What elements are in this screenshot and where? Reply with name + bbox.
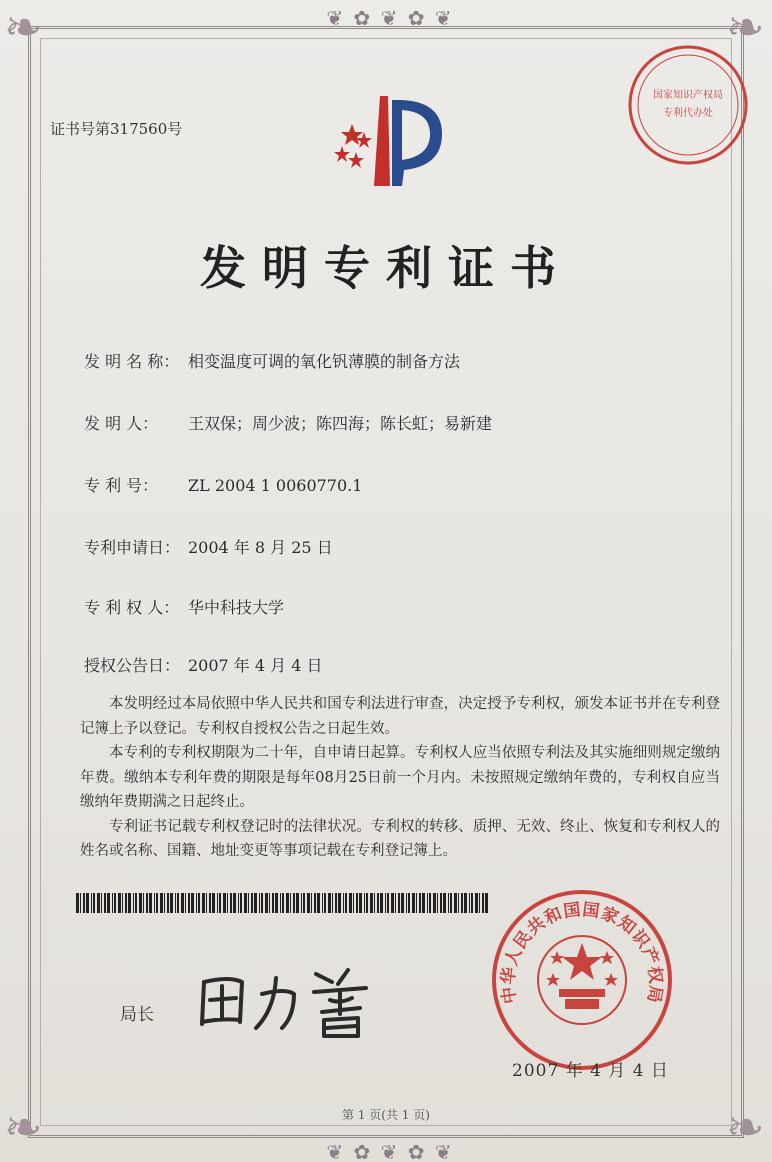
barcode-bar: [307, 893, 310, 913]
barcode-bar: [76, 893, 79, 913]
barcode-bar: [332, 893, 333, 913]
barcode-bar: [422, 893, 425, 913]
barcode-bar: [93, 893, 95, 913]
barcode-bar: [475, 893, 478, 913]
field-patentee: [84, 595, 284, 618]
field-value: 2007 年 4 月 4 日: [188, 656, 323, 675]
barcode-bar: [338, 893, 341, 913]
barcode-bar: [280, 893, 281, 913]
director-signature: [190, 952, 390, 1042]
barcode-bar: [188, 893, 190, 913]
barcode-bar: [437, 893, 438, 913]
barcode-bar: [107, 893, 110, 913]
barcode-bar: [387, 893, 389, 913]
barcode-bar: [248, 893, 249, 913]
barcode-bar: [223, 893, 226, 913]
barcode-bar: [101, 893, 102, 913]
barcode-bar: [311, 893, 312, 913]
svg-text:国家知识产权局: 国家知识产权局: [653, 90, 723, 101]
barcode-bar: [458, 893, 459, 913]
agency-seal: [625, 42, 751, 168]
field-value: 王双保；周少波；陈四海；陈长虹；易新建: [188, 414, 493, 433]
barcode-bar: [290, 893, 291, 913]
field-value: 2004 年 8 月 25 日: [188, 538, 333, 557]
barcode-bar: [398, 893, 400, 913]
svg-text:中华人民共和国国家知识产权局: 中华人民共和国国家知识产权局: [498, 899, 666, 1006]
barcode-bar: [135, 893, 137, 913]
field-invention-name: [84, 349, 460, 372]
barcode-bar: [322, 893, 323, 913]
barcode-bar: [219, 893, 221, 913]
body-paragraph: 本专利的专利权期限为二十年，自申请日起算。专利权人应当依照专利法及其实施细则规定缴纳年费。缴纳本专利年费的期限是每年08月25日前一个月内。未按照规定缴纳年费的，专利权自应当缴纳年费期满之日起终止。: [80, 745, 720, 810]
barcode-bar: [416, 893, 417, 913]
barcode-bar: [343, 893, 344, 913]
field-label: 发 明 名 称：: [84, 352, 180, 371]
field-patent-number: [84, 473, 362, 496]
barcode-bar: [412, 893, 415, 913]
barcode-bar: [272, 893, 274, 913]
barcode-bar: [269, 893, 270, 913]
barcode-bar: [364, 893, 365, 913]
barcode-bar: [122, 893, 123, 913]
barcode-bar: [366, 893, 368, 913]
barcode-bar: [433, 893, 436, 913]
barcode-bar: [114, 893, 116, 913]
barcode-bar: [233, 893, 236, 913]
barcode-bar: [209, 893, 211, 913]
barcode-bar: [217, 893, 218, 913]
barcode-bar: [370, 893, 373, 913]
corner-ornament: ❧: [4, 1100, 43, 1154]
barcode-bar: [196, 893, 197, 913]
body-paragraph: 本发明经过本局依照中华人民共和国专利法进行审查，决定授予专利权，颁发本证书并在专利登记簿上予以登记。专利权自授权公告之日起生效。: [80, 696, 720, 737]
barcode-bar: [314, 893, 316, 913]
barcode-bar: [202, 893, 205, 913]
barcode-bar: [240, 893, 242, 913]
barcode-bar: [167, 893, 169, 913]
barcode-bar: [139, 893, 142, 913]
barcode-bar: [419, 893, 421, 913]
barcode-bar: [440, 893, 442, 913]
barcode-bar: [429, 893, 431, 913]
barcode-bar: [154, 893, 155, 913]
barcode-bar: [160, 893, 163, 913]
barcode-bar: [391, 893, 394, 913]
barcode-bar: [286, 893, 289, 913]
field-value: 相变温度可调的氧化钒薄膜的制备方法: [188, 352, 461, 371]
svg-text:专利代办处: 专利代办处: [663, 108, 713, 119]
barcode-bar: [254, 893, 257, 913]
field-label: 专 利 权 人：: [84, 598, 180, 617]
certificate-number: 证书号第317560号: [50, 120, 183, 138]
barcode-bar: [406, 893, 407, 913]
barcode-bar: [185, 893, 186, 913]
sipo-official-seal: [487, 885, 677, 1075]
barcode-bar: [443, 893, 446, 913]
barcode-bar: [385, 893, 386, 913]
barcode-bar: [303, 893, 305, 913]
bottom-ornament: ❦ ✿ ❦ ✿ ❦: [326, 1140, 454, 1162]
barcode-bar: [427, 893, 428, 913]
field-application-date: [84, 535, 333, 558]
barcode-bar: [175, 893, 176, 913]
corner-ornament: ❧: [726, 0, 765, 54]
barcode-bar: [356, 893, 358, 913]
barcode-bar: [408, 893, 410, 913]
barcode-bar: [471, 893, 473, 913]
barcode-bar: [191, 893, 194, 913]
barcode-bar: [479, 893, 480, 913]
barcode-bar: [377, 893, 379, 913]
barcode-bar: [97, 893, 100, 913]
barcode-bar: [133, 893, 134, 913]
barcode-bar: [261, 893, 263, 913]
barcode-bar: [359, 893, 362, 913]
director-label: 局长: [120, 1005, 154, 1025]
barcode-bar: [244, 893, 247, 913]
barcode-bar: [91, 893, 92, 913]
barcode-bar: [164, 893, 165, 913]
barcode-bar: [238, 893, 239, 913]
barcode-bar: [146, 893, 148, 913]
barcode-bar: [181, 893, 184, 913]
sipo-logo: [330, 88, 470, 198]
barcode-bar: [464, 893, 467, 913]
barcode-bar: [177, 893, 179, 913]
page-footer: 第 1 页(共 1 页): [342, 1108, 430, 1122]
barcode-bar: [86, 893, 89, 913]
barcode-bar: [227, 893, 228, 913]
barcode-bar: [170, 893, 173, 913]
barcode-bar: [335, 893, 337, 913]
certificate-title: 发明专利证书: [200, 241, 572, 295]
barcode-bar: [206, 893, 207, 913]
body-paragraph: 专利证书记载专利权登记时的法律状况。专利权的转移、质押、无效、终止、恢复和专利权人的姓名或名称、国籍、地址变更等事项记载在专利登记簿上。: [80, 818, 720, 859]
top-ornament: ❦ ✿ ❦ ✿ ❦: [326, 6, 454, 30]
issue-date: 2007 年 4 月 4 日: [512, 1061, 669, 1081]
barcode-bar: [265, 893, 268, 913]
barcode-bar: [125, 893, 127, 913]
field-label: 专 利 号：: [84, 476, 159, 495]
barcode-bar: [317, 893, 320, 913]
barcode-bar: [212, 893, 215, 913]
barcode-bar: [296, 893, 299, 913]
barcode-bar: [395, 893, 396, 913]
field-label: 专利申请日：: [84, 538, 181, 557]
field-label: 授权公告日：: [84, 656, 181, 675]
barcode-bar: [80, 893, 81, 913]
field-inventors: [84, 411, 492, 434]
barcode-bar: [301, 893, 302, 913]
barcode-bar: [448, 893, 449, 913]
barcode-bar: [251, 893, 253, 913]
barcode-bar: [282, 893, 284, 913]
field-grant-date: [84, 653, 323, 676]
barcode-bar: [128, 893, 131, 913]
certificate-body: [80, 692, 720, 864]
barcode-bar: [324, 893, 326, 913]
barcode-bar: [118, 893, 121, 913]
barcode-bar: [143, 893, 144, 913]
barcode-bar: [259, 893, 260, 913]
corner-ornament: ❧: [4, 0, 43, 54]
barcode-bar: [345, 893, 347, 913]
barcode-bar: [353, 893, 354, 913]
barcode-bar: [198, 893, 200, 913]
barcode-bar: [156, 893, 158, 913]
barcode-bar: [450, 893, 452, 913]
barcode-bar: [275, 893, 278, 913]
barcode-bar: [454, 893, 457, 913]
barcode: [76, 893, 488, 913]
barcode-bar: [374, 893, 375, 913]
barcode-bar: [112, 893, 113, 913]
field-value: 华中科技大学: [188, 598, 285, 617]
barcode-bar: [469, 893, 470, 913]
barcode-bar: [83, 893, 85, 913]
field-value: ZL 2004 1 0060770.1: [188, 476, 363, 495]
barcode-bar: [349, 893, 352, 913]
barcode-bar: [149, 893, 152, 913]
barcode-bar: [104, 893, 106, 913]
field-label: 发 明 人：: [84, 414, 159, 433]
barcode-bar: [482, 893, 484, 913]
barcode-bar: [230, 893, 232, 913]
barcode-bar: [293, 893, 295, 913]
barcode-bar: [401, 893, 404, 913]
corner-ornament: ❧: [726, 1100, 765, 1154]
barcode-bar: [380, 893, 383, 913]
barcode-bar: [461, 893, 463, 913]
barcode-bar: [328, 893, 331, 913]
